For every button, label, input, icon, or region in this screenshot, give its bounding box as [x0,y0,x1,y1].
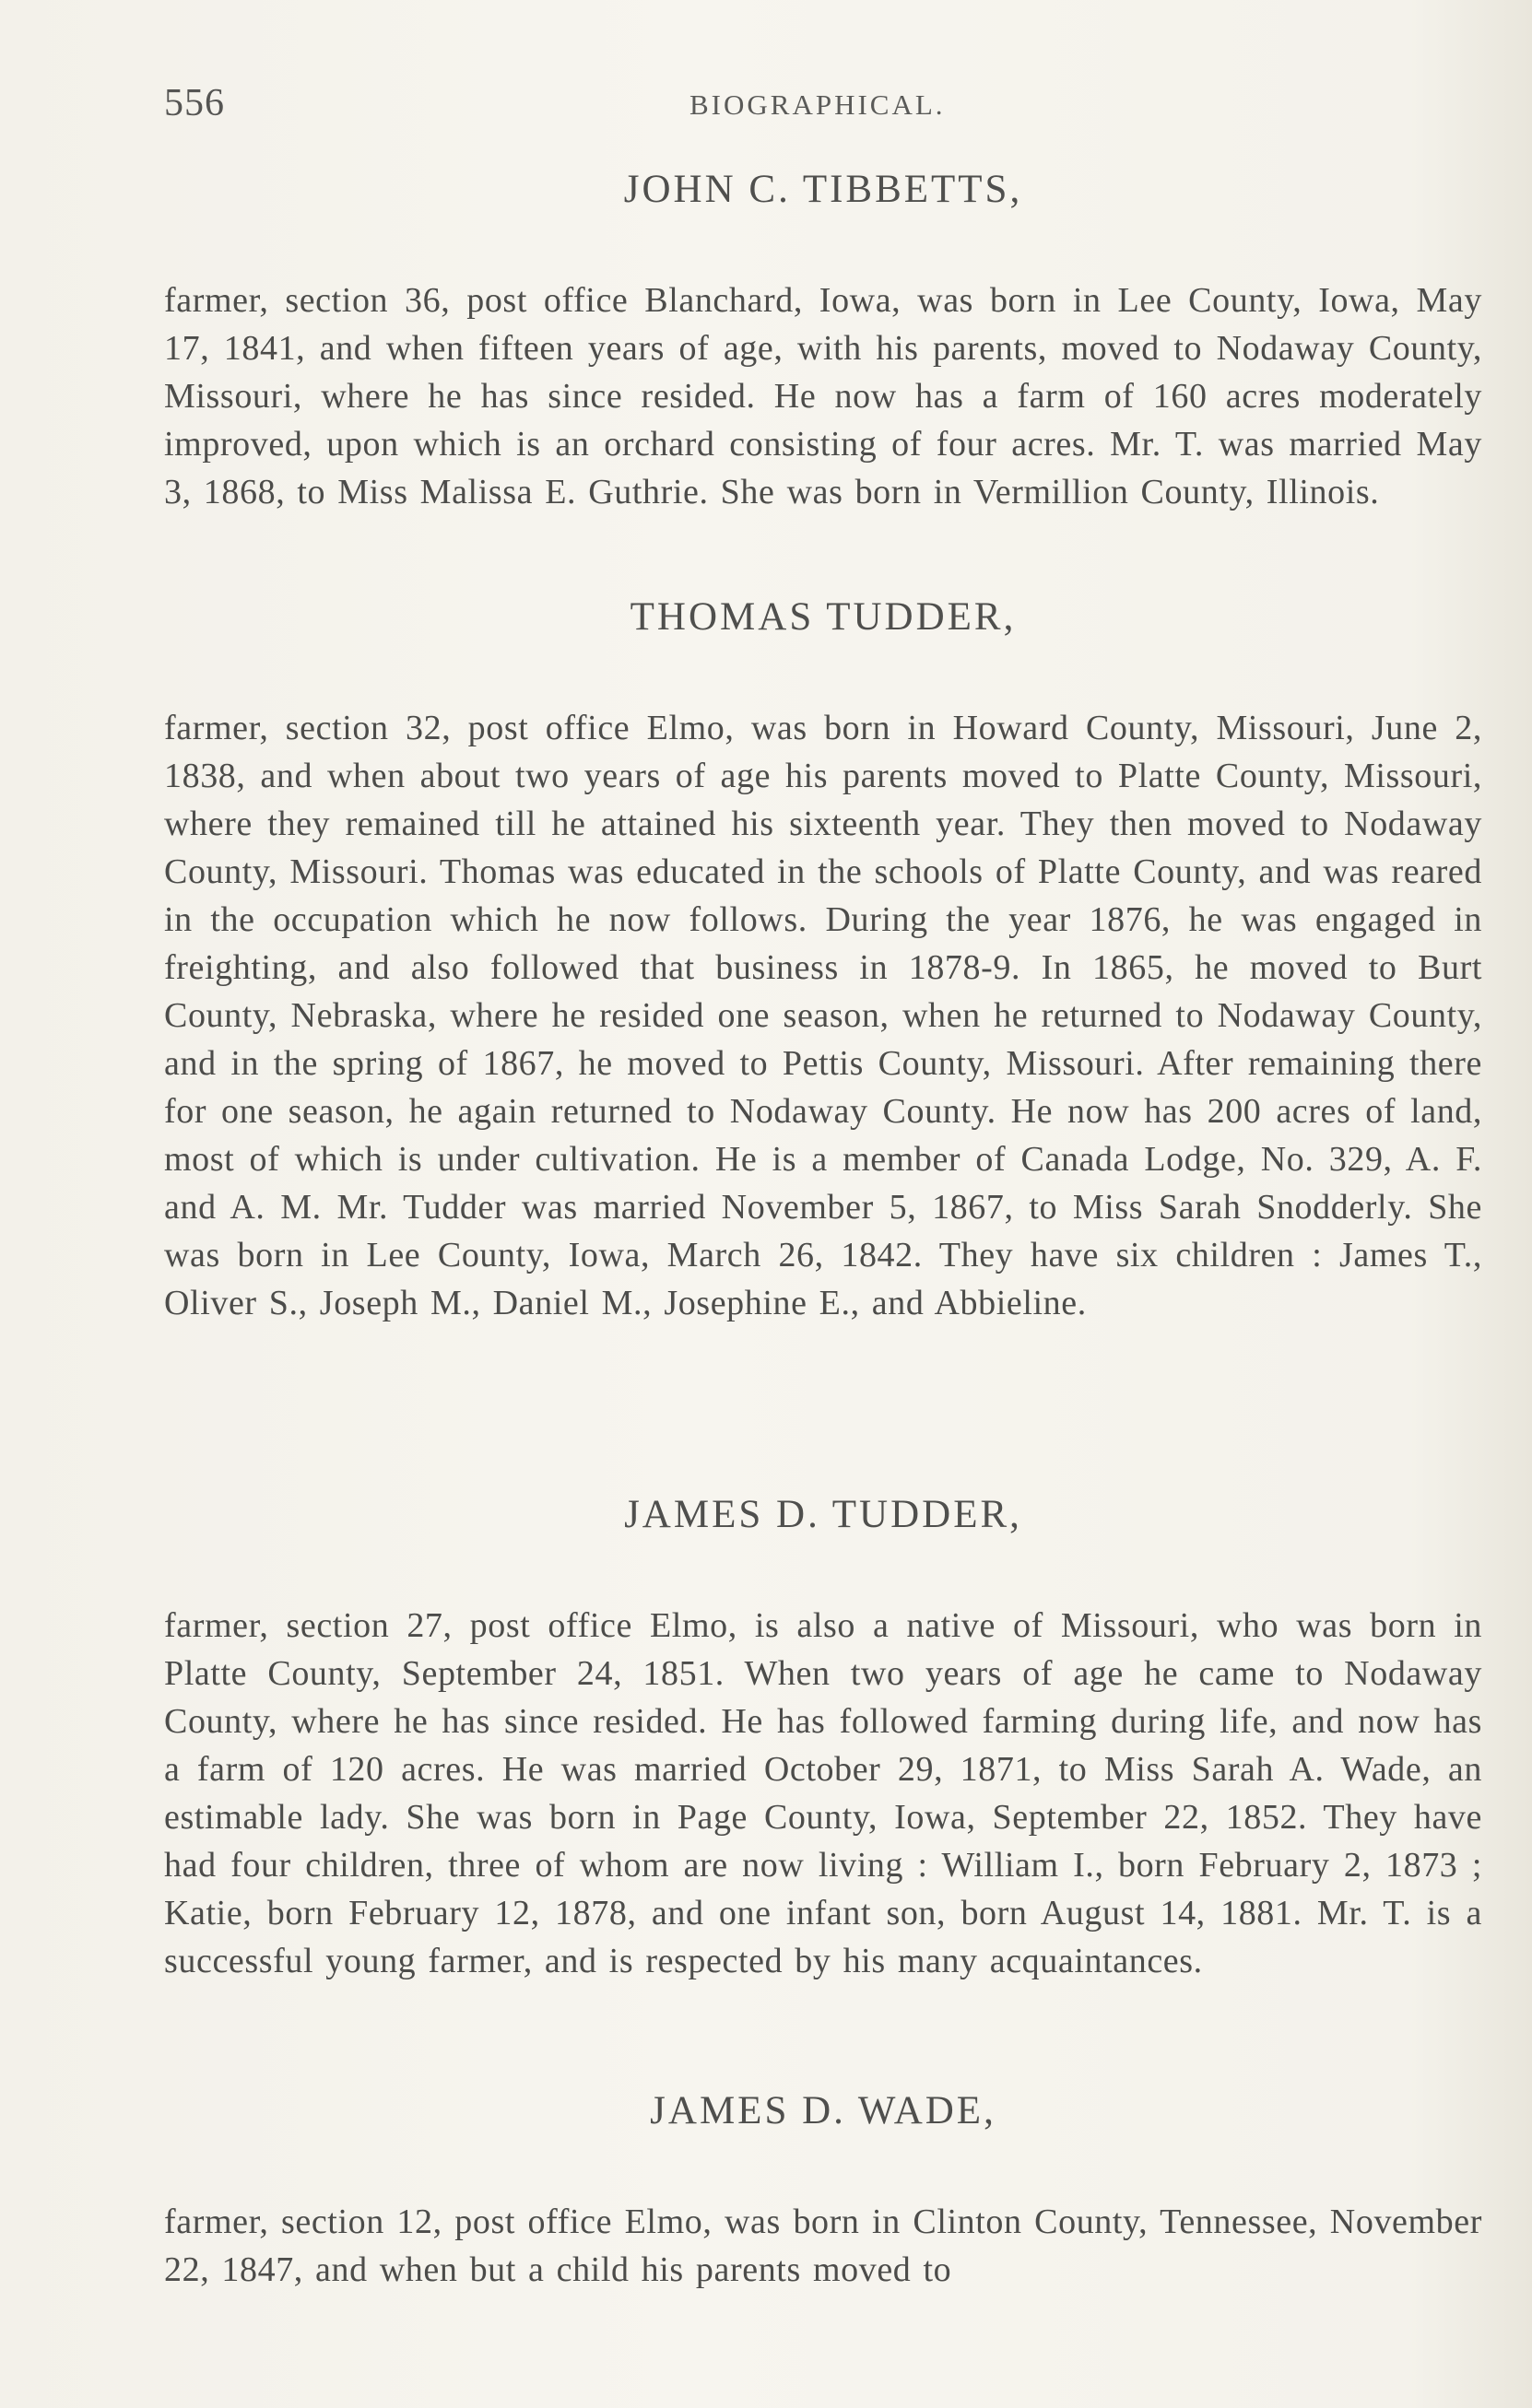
entry-title: JAMES D. TUDDER, [624,1493,1022,1536]
page-number: 556 [164,82,225,124]
entry-body: farmer, section 36, post office Blanchard, Iowa, was born in Lee County, Iowa, May 17, 1841, and when fifteen years of age, with his parents, moved to Nodaway County, Missouri, where he has since resided. He now has a farm of 160 acres moderately improved, upon which is an orchard consisting of four acres. Mr. T. was married May 3, 1868, to Miss Malissa E. Guthrie. She was born in Vermillion County, Illinois. [164,281,1482,511]
biography-entry [164,584,1482,1327]
entry-title: JAMES D. WADE, [650,2089,996,2132]
biography-entry [164,2078,1482,2294]
entry-body: farmer, section 32, post office Elmo, was born in Howard County, Missouri, June 2, 1838, and when about two years of age his parents moved to Platte County, Missouri, where they remained till he attained his sixteenth year. They then moved to Nodaway County, Missouri. Thomas was educated in the schools of Platte County, and was reared in the occupation which he now follows. During the year 1876, he was engaged in freighting, and also followed that business in 1878-9. In 1865, he moved to Burt County, Nebraska, where he resided one season, when he returned to Nodaway County, and in the spring of 1867, he moved to Pettis County, Missouri. After remaining there for one season, he again returned to Nodaway County. He now has 200 acres of land, most of which is under cultivation. He is a member of Canada Lodge, No. 329, A. F. and A. M. Mr. Tudder was married November 5, 1867, to Miss Sarah Snodderly. She was born in Lee County, Iowa, March 26, 1842. They have six children : James T., Oliver S., Joseph M., Daniel M., Josephine E., and Abbieline. [164,709,1482,1322]
running-head: BIOGRAPHICAL. [689,88,946,121]
entry-body: farmer, section 27, post office Elmo, is also a native of Missouri, who was born in Platte County, September 24, 1851. When two years of age he came to Nodaway County, where he has since resided. He has followed farming during life, and now has a farm of 120 acres. He was married October 29, 1871, to Miss Sarah A. Wade, an estimable lady. She was born in Page County, Iowa, September 22, 1852. They have had four children, three of whom are now living : William I., born February 2, 1873 ; Katie, born February 12, 1878, and one infant son, born August 14, 1881. Mr. T. is a successful young farmer, and is respected by his many acquaintances. [164,1606,1482,1980]
page-header [164,81,1482,136]
biography-entry [164,157,1482,516]
entry-title: JOHN C. TIBBETTS, [623,168,1023,211]
entry-title: THOMAS TUDDER, [630,595,1017,639]
entry-body: farmer, section 12, post office Elmo, was born in Clinton County, Tennessee, November 22, 1847, and when but a child his parents moved to [164,2202,1482,2289]
biography-entry [164,1482,1482,1985]
